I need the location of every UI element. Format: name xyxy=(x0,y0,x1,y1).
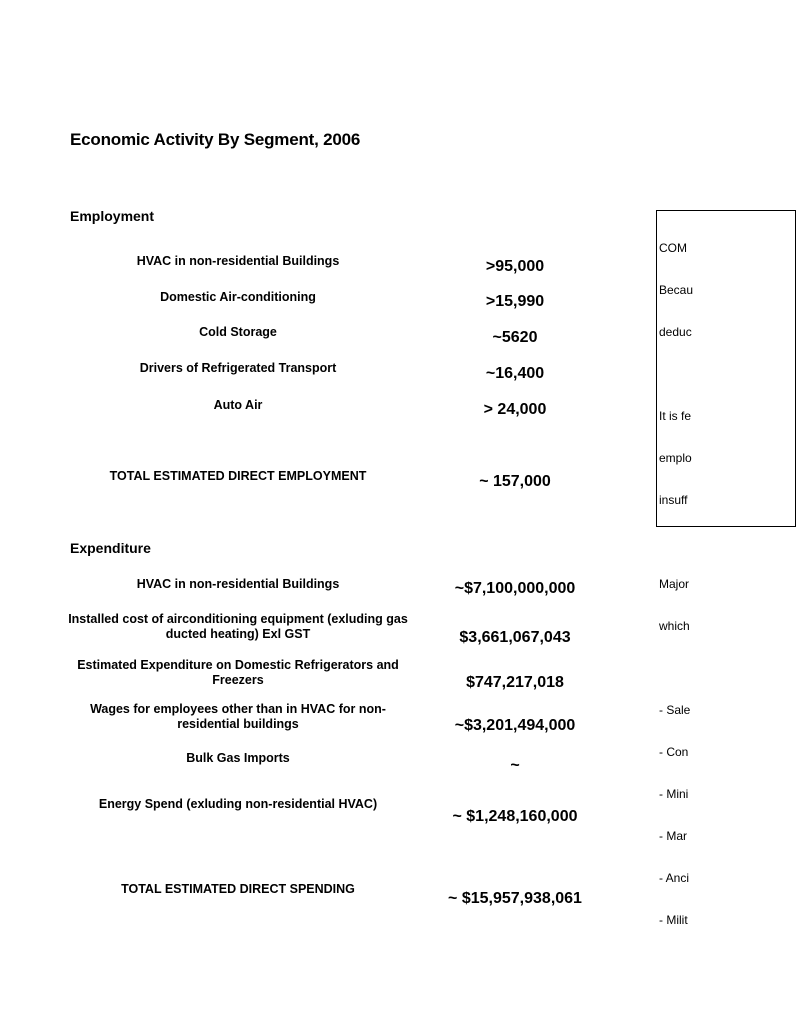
expenditure-total-label: TOTAL ESTIMATED DIRECT SPENDING xyxy=(121,882,355,896)
cell-comment-box xyxy=(656,210,796,927)
expenditure-row-label: HVAC in non-residential Buildings xyxy=(136,577,340,591)
expenditure-heading: Expenditure xyxy=(70,540,151,556)
comment-line: - Mini xyxy=(659,787,689,801)
employment-row-label: HVAC in non-residential Buildings xyxy=(136,254,340,268)
comment-line: Becau xyxy=(659,283,694,297)
comment-line: deduc xyxy=(659,325,692,339)
expenditure-row-value: ~ xyxy=(510,757,520,774)
employment-row-value: >95,000 xyxy=(485,258,545,275)
comment-line: It is fe xyxy=(659,409,692,423)
comment-line: - Mar xyxy=(659,829,687,843)
employment-heading: Employment xyxy=(70,208,155,224)
employment-row-label: Cold Storage xyxy=(199,325,277,339)
expenditure-row-label: Bulk Gas Imports xyxy=(186,751,290,765)
employment-row-value: >15,990 xyxy=(485,293,545,310)
expenditure-row-value: ~$7,100,000,000 xyxy=(454,580,576,597)
expenditure-row-label: Wages for employees other than in HVAC for non-residential buildings xyxy=(90,702,386,731)
comment-line: emplo xyxy=(659,451,692,465)
comment-line: - Sale xyxy=(659,703,691,717)
expenditure-row-label: Installed cost of airconditioning equipment (exluding gas ducted heating) Exl GST xyxy=(68,612,408,641)
comment-line: which xyxy=(659,619,690,633)
expenditure-row-value: ~ $1,248,160,000 xyxy=(452,808,578,825)
expenditure-row-label: Estimated Expenditure on Domestic Refrigerators and Freezers xyxy=(77,658,399,687)
employment-row-value: ~16,400 xyxy=(485,365,545,382)
comment-line: insuff xyxy=(659,493,688,507)
employment-row-value: ~5620 xyxy=(492,329,538,346)
comment-line: - Anci xyxy=(659,871,690,885)
employment-row-label: Domestic Air-conditioning xyxy=(160,290,316,304)
expenditure-row-value: $747,217,018 xyxy=(466,674,564,691)
expenditure-row-value: ~$3,201,494,000 xyxy=(454,717,576,734)
comment-line: Major xyxy=(659,577,690,591)
employment-total-value: ~ 157,000 xyxy=(479,473,551,490)
comment-line: - Con xyxy=(659,745,689,759)
page-title: Economic Activity By Segment, 2006 xyxy=(70,130,361,149)
expenditure-total-value: ~ $15,957,938,061 xyxy=(448,890,582,907)
employment-row-label: Auto Air xyxy=(213,398,263,412)
comment-line: - Milit xyxy=(659,913,688,927)
employment-total-label: TOTAL ESTIMATED DIRECT EMPLOYMENT xyxy=(109,469,367,483)
employment-row-value: > 24,000 xyxy=(483,401,547,418)
expenditure-row-label: Energy Spend (exluding non-residential HVAC) xyxy=(98,797,378,811)
employment-row-label: Drivers of Refrigerated Transport xyxy=(139,361,337,375)
comment-line: COM xyxy=(659,241,687,255)
expenditure-row-value: $3,661,067,043 xyxy=(459,629,571,646)
